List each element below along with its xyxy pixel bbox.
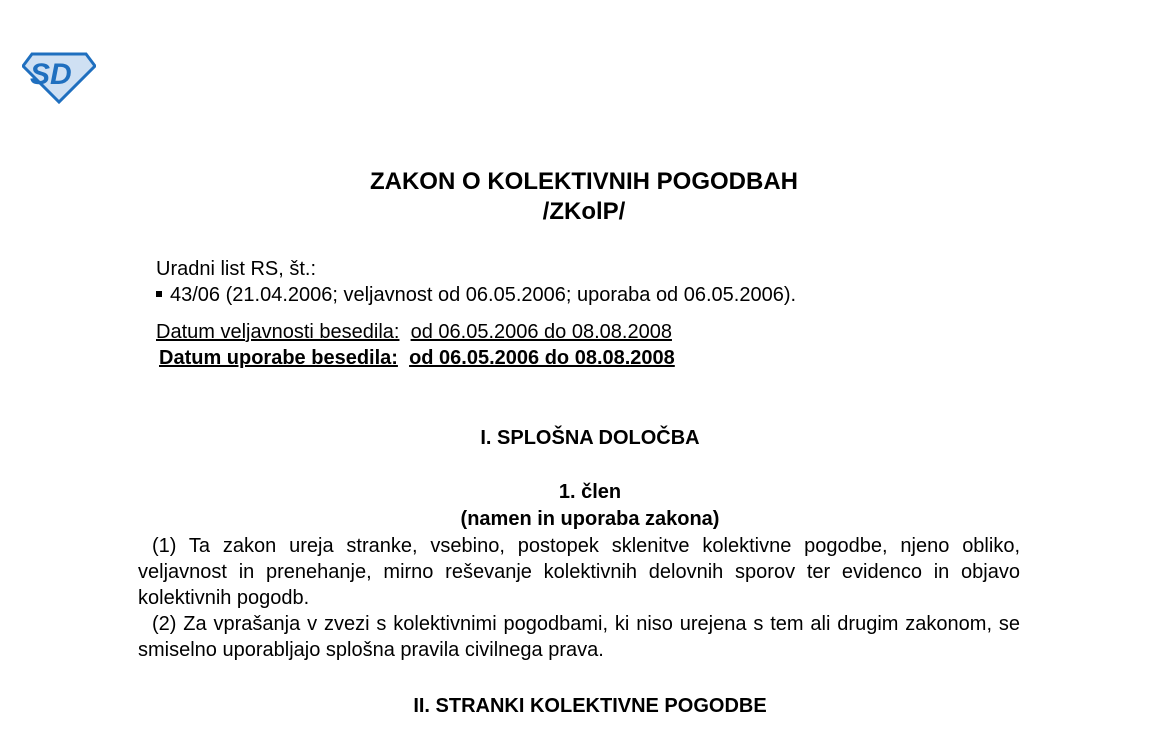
paragraph: (2) Za vprašanja v zvezi s kolektivnimi pogodbami, ki niso urejena s tem ali drugim zakonom, se smiselno uporabljajo splošna pravila civilnega prava.: [138, 613, 1020, 661]
application-label: Datum uporabe besedila:: [159, 347, 398, 369]
svg-text:SD: SD: [30, 58, 72, 91]
article-body: [138, 533, 1020, 663]
gazette-entry: [156, 284, 796, 307]
application-value: od 06.05.2006 do 08.08.2008: [409, 347, 675, 369]
sd-logo: [22, 52, 96, 104]
validity-value: od 06.05.2006 do 08.08.2008: [410, 321, 672, 343]
law-abbreviation: /ZKolP/: [542, 198, 626, 225]
application-row: [159, 347, 675, 370]
bullet-icon: [156, 291, 162, 297]
law-title: ZAKON O KOLEKTIVNIH POGODBAH: [369, 168, 798, 195]
section-heading: I. SPLOŠNA DOLOČBA: [480, 427, 700, 449]
validity-row: [156, 321, 672, 344]
article-number: 1. člen: [558, 481, 622, 503]
paragraph: (1) Ta zakon ureja stranke, vsebino, postopek sklenitve kolektivne pogodbe, njeno obliko, veljavnost in prenehanje, mirno reševanje kolektivnih delovnih sporov ter evidenco in objavo kolektivnih pogodb.: [138, 535, 1020, 609]
section-heading: II. STRANKI KOLEKTIVNE POGODBE: [413, 695, 767, 717]
validity-label: Datum veljavnosti besedila:: [156, 321, 400, 343]
gazette-entry-text: 43/06 (21.04.2006; veljavnost od 06.05.2006; uporaba od 06.05.2006).: [170, 284, 797, 306]
article-title: (namen in uporaba zakona): [460, 508, 720, 530]
gazette-label: Uradni list RS, št.:: [156, 258, 317, 280]
